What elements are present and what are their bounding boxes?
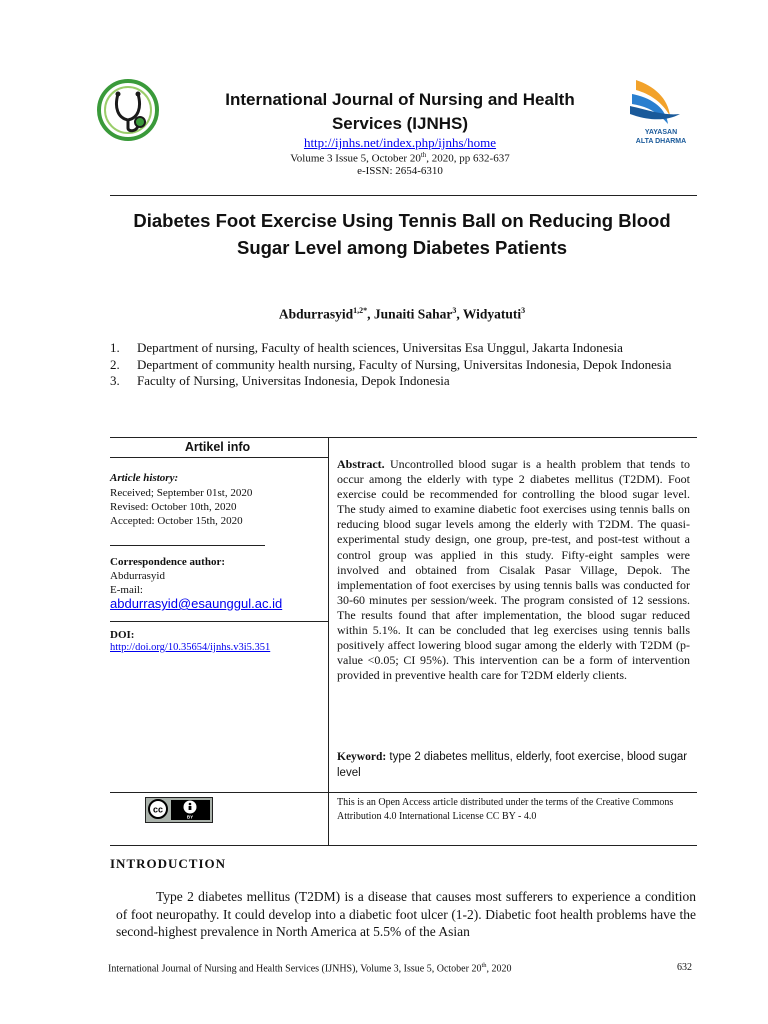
affiliation-text: Department of nursing, Faculty of health sciences, Universitas Esa Unggul, Jakarta Indonesia — [137, 340, 623, 355]
doi-label: DOI: — [110, 629, 135, 641]
revised-date: Revised: October 10th, 2020 — [110, 501, 237, 513]
cc-by-badge[interactable] — [145, 797, 213, 823]
affiliation-list — [110, 340, 697, 390]
journal-url-link[interactable]: http://ijnhs.net/index.php/ijnhs/home — [303, 135, 497, 150]
email-label: E-mail: — [110, 584, 143, 596]
license-text: This is an Open Access article distributed under the terms of the Creative Commons Attribution 4.0 International License CC BY - 4.0 — [337, 797, 674, 822]
footer-sup: th — [481, 962, 487, 969]
page-footer — [108, 962, 696, 974]
publisher-name-line-2: ALTA DHARMA — [635, 138, 687, 145]
author-affil-sup: 3 — [521, 306, 526, 315]
license-bottom-rule — [110, 845, 697, 846]
author-name: Abdurrasyid — [278, 306, 354, 322]
author-affil-sup: 3 — [452, 306, 457, 315]
affiliation-item — [110, 373, 697, 390]
doi-divider — [110, 621, 328, 622]
affiliation-number: 1. — [110, 340, 120, 355]
info-heading-rule — [110, 457, 328, 458]
history-label: Article history: — [110, 472, 179, 484]
stethoscope-logo-icon — [96, 78, 160, 142]
alta-dharma-logo-icon — [624, 76, 698, 128]
history-divider — [110, 545, 265, 546]
accepted-date: Accepted: October 15th, 2020 — [110, 515, 243, 527]
keyword-text: type 2 diabetes mellitus, elderly, foot exercise, blood sugar level — [337, 751, 688, 779]
journal-title: International Journal of Nursing and Health Services (IJNHS) — [225, 90, 575, 133]
abstract — [337, 457, 690, 683]
correspondence-name: Abdurrasyid — [110, 570, 165, 582]
abstract-text: Uncontrolled blood sugar is a health problem that tends to occur among the elderly with type 2 diabetes mellitus (T2DM). Foot exercise could be recommended for controlling the blood sugar level. The study aimed to examine diabetic foot exercises using tennis balls on reducing blood sugar levels among the elderly with T2DM. The quasi-experimental study design, one group, pre-test, and post-test without a control group was applied in this study. Fifty-eight samples were involved and obtained from Cisalak Pasar Village, Depok. The implementation of foot exercises by using tennis balls was conducted for 30-60 minutes per session/week. The program consisted of 12 sessions. The results found that after implementation, the blood sugar reduced within 5.1%. It can be concluded that leg exercises using tennis balls positively affect lowering blood sugar among the elderly with T2DM (p-value <0.05; CI 95%). This intervention can be a form of intervention provided in preventive health care for T2DM elderly clients. — [337, 457, 690, 683]
attribution-person-icon — [184, 801, 197, 814]
author-separator: , — [456, 306, 463, 322]
introduction-paragraph: Type 2 diabetes mellitus (T2DM) is a disease that causes most sufferers to experience a condition of foot neuropathy. It could develop into a diabetic foot ulcer (1-2). Diabetic foot health problems have the second-highest prevalence in North America at 5.5% of the Asian — [116, 889, 696, 939]
author-list — [150, 306, 654, 323]
doi-link[interactable]: http://doi.org/10.35654/ijnhs.v3i5.351 — [110, 642, 271, 653]
affiliation-text: Faculty of Nursing, Universitas Indonesia, Depok Indonesia — [137, 373, 450, 388]
author-name: Widyatuti — [462, 306, 522, 322]
info-column-divider — [328, 437, 329, 845]
affiliation-number: 3. — [110, 373, 120, 388]
affiliation-item — [110, 340, 697, 357]
journal-issn: e-ISSN: 2654-6310 — [357, 165, 443, 177]
footer-text-end: , 2020 — [486, 963, 512, 975]
affiliation-text: Department of community health nursing, Faculty of Nursing, Universitas Indonesia, Depok Indonesia — [137, 356, 672, 372]
page-number: 632 — [677, 962, 692, 973]
introduction-heading: INTRODUCTION — [110, 856, 227, 871]
affiliation-number: 2. — [110, 356, 120, 372]
keyword-label: Keyword: — [337, 751, 387, 763]
journal-volume — [200, 151, 600, 165]
license-top-rule — [110, 792, 697, 793]
article-info-heading: Artikel info — [184, 440, 251, 454]
email-link[interactable]: abdurrasyid@esaunggul.ac.id — [110, 596, 283, 611]
footer-text: International Journal of Nursing and Health Services (IJNHS), Volume 3, Issue 5, October 20 — [108, 963, 482, 975]
correspondence-label: Correspondence author: — [110, 556, 225, 568]
received-date: Received; September 01st, 2020 — [110, 487, 253, 499]
info-box-top-rule — [110, 437, 697, 438]
introduction-body — [116, 888, 696, 941]
journal-logo — [96, 78, 160, 142]
header-divider — [110, 195, 697, 196]
author-affil-sup: 1,2* — [353, 306, 368, 315]
keywords — [337, 750, 690, 781]
author-separator: , — [367, 306, 374, 322]
cc-badge-by-text: BY — [186, 814, 194, 820]
svg-text:cc: cc — [152, 804, 164, 815]
author-name: Junaiti Sahar — [373, 306, 453, 322]
publisher-logo — [624, 76, 698, 158]
history-dates — [110, 486, 252, 528]
volume-text-end: , 2020, pp 632-637 — [426, 152, 510, 165]
volume-text: Volume 3 Issue 5, October 20 — [290, 152, 421, 165]
affiliation-item — [110, 357, 697, 374]
creative-commons-icon — [149, 800, 167, 818]
abstract-label: Abstract. — [337, 457, 385, 471]
publisher-name-line-1: YAYASAN — [644, 129, 678, 136]
article-title: Diabetes Foot Exercise Using Tennis Ball on Reducing Blood Sugar Level among Diabetes Patients — [133, 210, 671, 258]
volume-sup: th — [420, 151, 427, 159]
